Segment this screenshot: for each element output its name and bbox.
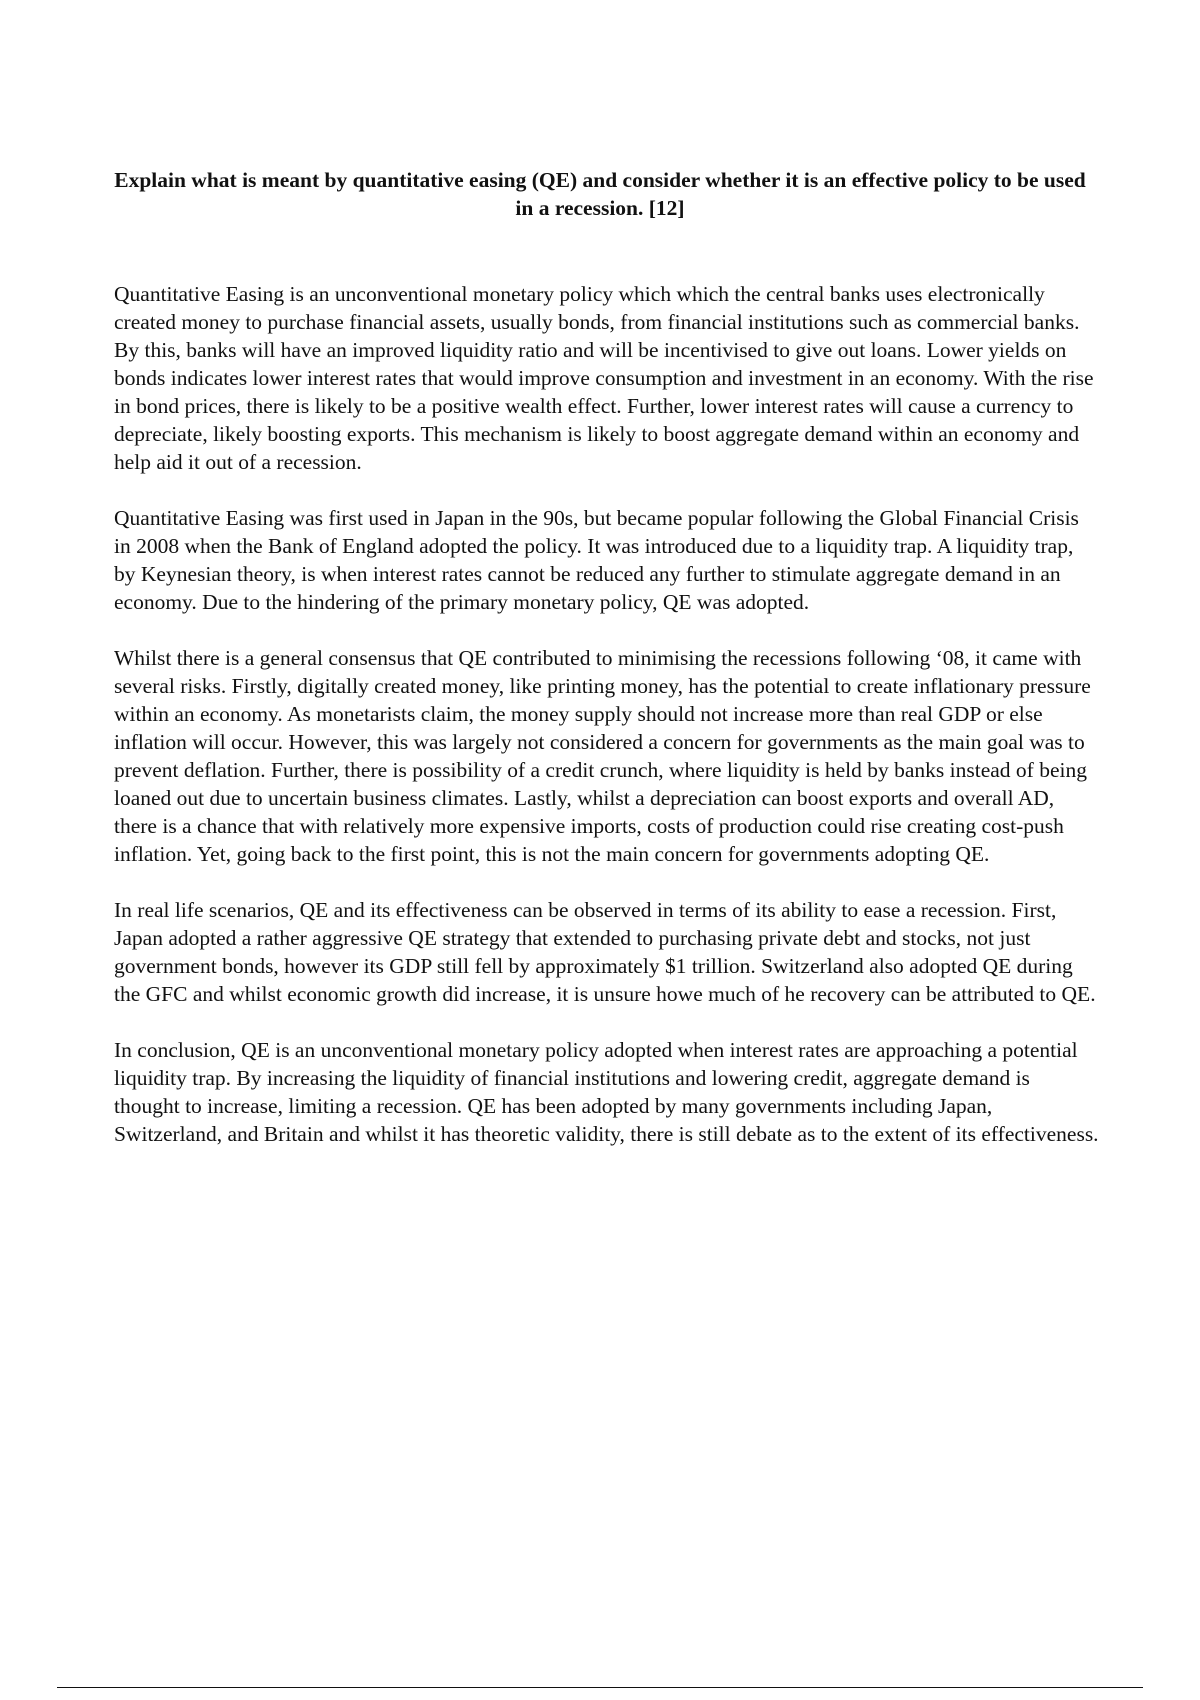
- paragraph-definition: Quantitative Easing is an unconventional monetary policy which which the central banks uses electronically created money to purchase financial assets, usually bonds, from financial institutions such as commercial banks. By this, banks will have an improved liquidity ratio and will be incentivised to give out loans. Lower yields on bonds indicates lower interest rates that would improve consumption and investment in an economy. With the rise in bond prices, there is likely to be a positive wealth effect. Further, lower interest rates will cause a currency to depreciate, likely boosting exports. This mechanism is likely to boost aggregate demand within an economy and help aid it out of a recession.: [114, 282, 1094, 474]
- paragraph-history: Quantitative Easing was first used in Japan in the 90s, but became popular following the Global Financial Crisis in 2008 when the Bank of England adopted the policy. It was introduced due to a liquidity trap. A liquidity trap, by Keynesian theory, is when interest rates cannot be reduced any further to stimulate aggregate demand in an economy. Due to the hindering of the primary monetary policy, QE was adopted.: [114, 506, 1079, 614]
- essay-question-title: Explain what is meant by quantitative easing (QE) and consider whether it is an effective policy to be used in a recession. [12]: [114, 168, 1086, 220]
- paragraph-risks: Whilst there is a general consensus that QE contributed to minimising the recessions following ‘08, it came with several risks. Firstly, digitally created money, like printing money, has the potential to create inflationary pressure within an economy. As monetarists claim, the money supply should not increase more than real GDP or else inflation will occur. However, this was largely not considered a concern for governments as the main goal was to prevent deflation. Further, there is possibility of a credit crunch, where liquidity is held by banks instead of being loaned out due to uncertain business climates. Lastly, whilst a depreciation can boost exports and overall AD, there is a chance that with relatively more expensive imports, costs of production could rise creating cost-push inflation. Yet, going back to the first point, this is not the main concern for governments adopting QE.: [114, 646, 1091, 866]
- essay-body: [114, 280, 1100, 1176]
- footer-divider: [57, 1687, 1143, 1688]
- paragraph-conclusion: In conclusion, QE is an unconventional monetary policy adopted when interest rates are approaching a potential liquidity trap. By increasing the liquidity of financial institutions and lowering credit, aggregate demand is thought to increase, limiting a recession. QE has been adopted by many governments including Japan, Switzerland, and Britain and whilst it has theoretic validity, there is still debate as to the extent of its effectiveness.: [114, 1038, 1099, 1146]
- paragraph-real-life-examples: In real life scenarios, QE and its effectiveness can be observed in terms of its ability to ease a recession. First, Japan adopted a rather aggressive QE strategy that extended to purchasing private debt and stocks, not just government bonds, however its GDP still fell by approximately $1 trillion. Switzerland also adopted QE during the GFC and whilst economic growth did increase, it is unsure howe much of he recovery can be attributed to QE.: [114, 898, 1096, 1006]
